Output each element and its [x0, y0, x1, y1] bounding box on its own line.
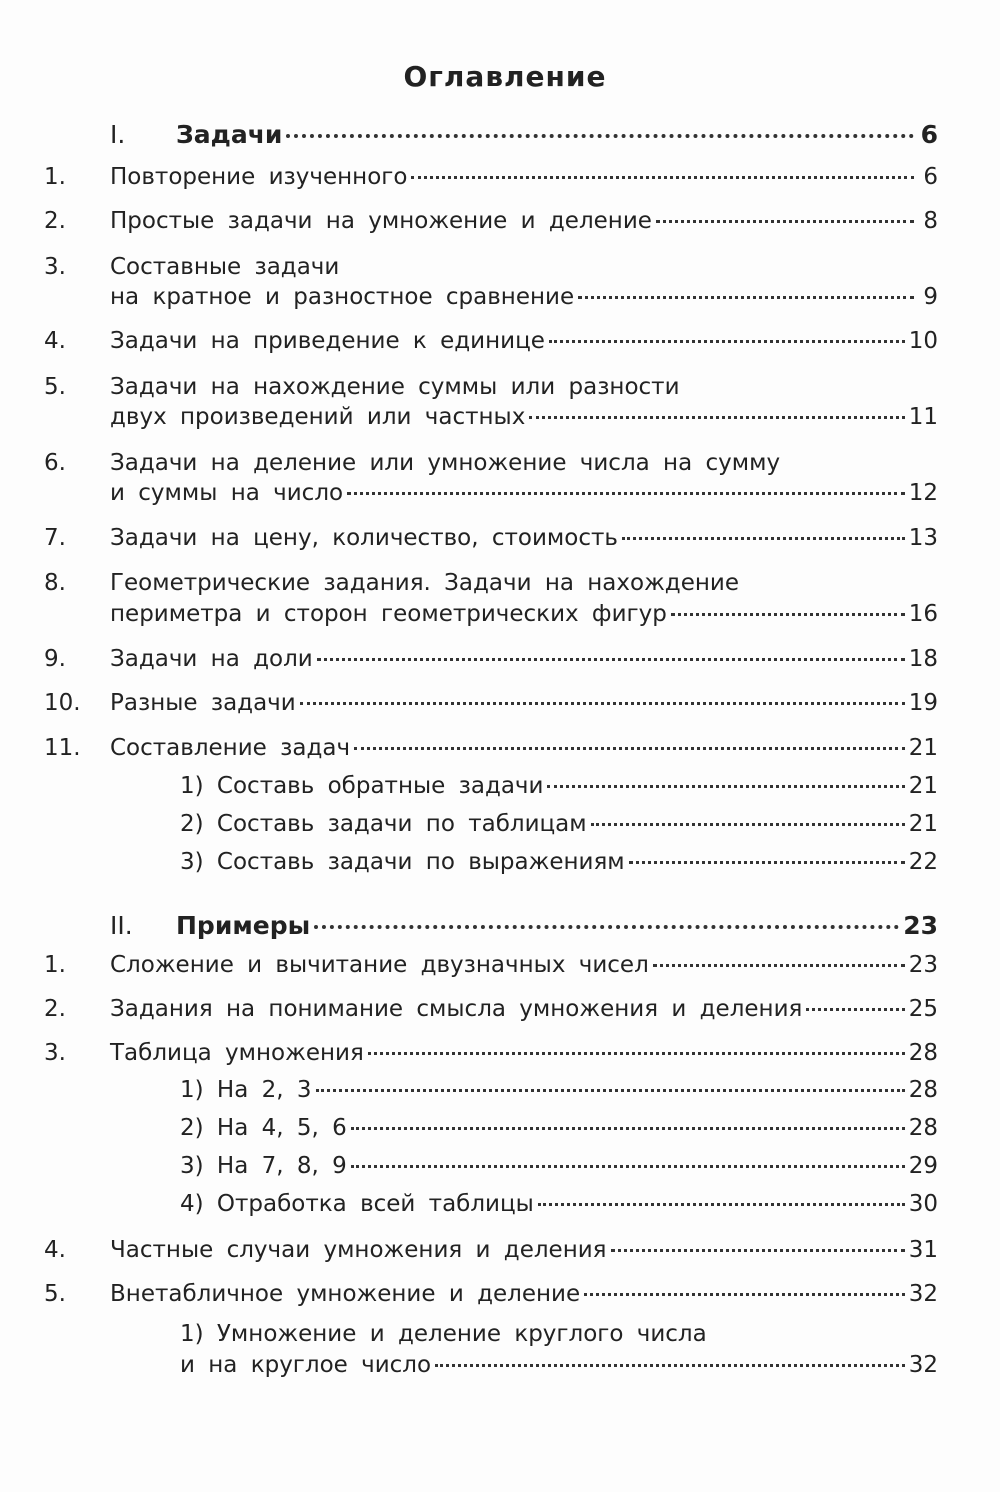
page-number: 21	[908, 773, 938, 799]
page-number: 18	[908, 646, 938, 672]
entry-number: 7.	[44, 525, 66, 551]
dot-leader	[538, 1203, 905, 1206]
toc-entry	[0, 1233, 1000, 1267]
dot-leader	[435, 1364, 905, 1367]
entry-title: Задания на понимание смысла умножения и деления	[110, 996, 803, 1022]
dot-leader	[653, 964, 905, 967]
dot-leader	[354, 747, 905, 750]
page-number: 13	[908, 525, 938, 551]
entry-number: 10.	[44, 690, 81, 716]
entry-title: Сложение и вычитание двузначных чисел	[110, 952, 649, 978]
page-number: 22	[908, 849, 938, 875]
entry-title: двух произведений или частных	[110, 404, 526, 430]
dot-leader	[611, 1249, 905, 1252]
entry-title: Задачи на цену, количество, стоимость	[110, 525, 618, 551]
subentry-title: 3) Составь задачи по выражениям	[180, 849, 625, 875]
page-number: 25	[908, 996, 938, 1022]
entry-number: 3.	[44, 1040, 66, 1066]
page-number: 23	[908, 952, 938, 978]
dot-leader	[806, 1008, 904, 1011]
section-number: II.	[110, 911, 133, 940]
entry-title: Таблица умножения	[110, 1040, 364, 1066]
dot-leader	[317, 658, 905, 661]
entry-number: 5.	[44, 374, 66, 400]
dot-leader	[411, 176, 914, 179]
page-number: 23	[903, 911, 938, 940]
subentry-title-line1: 1) Умножение и деление круглого числа	[180, 1321, 707, 1347]
page-number: 21	[908, 811, 938, 837]
toc-entry-continued	[0, 400, 1000, 434]
toc-entry	[0, 370, 1000, 404]
subentry-title: 3) На 7, 8, 9	[180, 1153, 347, 1179]
page-number: 19	[908, 690, 938, 716]
dot-leader	[368, 1052, 905, 1055]
entry-title-line1: Геометрические задания. Задачи на нахождение	[110, 570, 739, 596]
toc-subentry	[0, 807, 1000, 841]
dot-leader	[300, 702, 905, 705]
entry-title: и суммы на число	[110, 480, 344, 506]
entry-title: Простые задачи на умножение и деление	[110, 208, 652, 234]
dot-leader	[351, 1165, 905, 1168]
subentry-title: 1) Составь обратные задачи	[180, 773, 544, 799]
entry-title: Составление задач	[110, 735, 351, 761]
page-number: 12	[908, 480, 938, 506]
page-number: 11	[908, 404, 938, 430]
dot-leader	[316, 1089, 905, 1092]
entry-number: 2.	[44, 996, 66, 1022]
dot-leader	[286, 134, 914, 138]
dot-leader	[547, 785, 904, 788]
entry-number: 2.	[44, 208, 66, 234]
toc-entry	[0, 992, 1000, 1026]
toc-entry	[0, 642, 1000, 676]
entry-title-line1: Составные задачи	[110, 254, 340, 280]
toc-entry	[0, 948, 1000, 982]
dot-leader	[578, 296, 914, 299]
toc-subentry	[0, 1111, 1000, 1145]
toc-entry	[0, 250, 1000, 284]
toc-entry	[0, 731, 1000, 765]
section-heading-1	[0, 118, 1000, 152]
dot-leader	[351, 1127, 905, 1130]
section-title: Примеры	[176, 911, 311, 940]
entry-number: 6.	[44, 450, 66, 476]
subentry-title: 1) На 2, 3	[180, 1077, 312, 1103]
dot-leader	[622, 537, 905, 540]
subentry-title: 4) Отработка всей таблицы	[180, 1191, 534, 1217]
section-number: I.	[110, 120, 126, 149]
page-number: 21	[908, 735, 938, 761]
page-number: 29	[908, 1153, 938, 1179]
page-number: 10	[908, 328, 938, 354]
page-number: 28	[908, 1040, 938, 1066]
page-number: 30	[908, 1191, 938, 1217]
section-title: Задачи	[176, 120, 283, 149]
entry-title: на кратное и разностное сравнение	[110, 284, 575, 310]
page-number: 28	[908, 1077, 938, 1103]
entry-number: 4.	[44, 328, 66, 354]
dot-leader	[629, 861, 905, 864]
page-number: 6	[923, 164, 938, 190]
dot-leader	[314, 925, 899, 929]
page-number: 28	[908, 1115, 938, 1141]
entry-number: 5.	[44, 1281, 66, 1307]
entry-title: Частные случаи умножения и деления	[110, 1237, 607, 1263]
dot-leader	[656, 220, 914, 223]
entry-number: 4.	[44, 1237, 66, 1263]
subentry-title: 2) Составь задачи по таблицам	[180, 811, 587, 837]
toc-subentry	[0, 769, 1000, 803]
page-number: 8	[923, 208, 938, 234]
entry-number: 3.	[44, 254, 66, 280]
page-number: 9	[923, 284, 938, 310]
toc-entry	[0, 521, 1000, 555]
entry-title-line1: Задачи на деление или умножение числа на сумму	[110, 450, 781, 476]
dot-leader	[671, 613, 905, 616]
page-number: 32	[908, 1281, 938, 1307]
entry-number: 1.	[44, 164, 66, 190]
page-title: Оглавление	[403, 60, 607, 93]
toc-subentry	[0, 845, 1000, 879]
toc-entry	[0, 160, 1000, 194]
toc-subentry	[0, 1187, 1000, 1221]
entry-title: периметра и сторон геометрических фигур	[110, 601, 667, 627]
subentry-title: и на круглое число	[180, 1352, 432, 1378]
dot-leader	[529, 416, 904, 419]
entry-title: Задачи на доли	[110, 646, 313, 672]
toc-entry	[0, 1277, 1000, 1311]
page-number: 6	[920, 120, 938, 149]
entry-title: Задачи на приведение к единице	[110, 328, 545, 354]
dot-leader	[347, 492, 905, 495]
dot-leader	[584, 1293, 905, 1296]
toc-entry	[0, 324, 1000, 358]
entry-number: 11.	[44, 735, 81, 761]
dot-leader	[549, 340, 905, 343]
toc-subentry	[0, 1149, 1000, 1183]
page-number: 31	[908, 1237, 938, 1263]
toc-entry	[0, 446, 1000, 480]
toc-entry	[0, 204, 1000, 238]
entry-title-line1: Задачи на нахождение суммы или разности	[110, 374, 680, 400]
entry-title: Разные задачи	[110, 690, 296, 716]
toc-entry	[0, 566, 1000, 600]
toc-entry	[0, 686, 1000, 720]
toc-entry-continued	[0, 280, 1000, 314]
subentry-title: 2) На 4, 5, 6	[180, 1115, 347, 1141]
section-heading-2	[0, 909, 1000, 943]
page-number: 16	[908, 601, 938, 627]
entry-number: 1.	[44, 952, 66, 978]
page-number: 32	[908, 1352, 938, 1378]
toc-entry-continued	[0, 597, 1000, 631]
toc-subentry	[0, 1317, 1000, 1351]
toc-subentry-continued	[0, 1348, 1000, 1382]
entry-title: Повторение изученного	[110, 164, 408, 190]
entry-title: Внетабличное умножение и деление	[110, 1281, 581, 1307]
toc-entry-continued	[0, 476, 1000, 510]
entry-number: 8.	[44, 570, 66, 596]
entry-number: 9.	[44, 646, 66, 672]
toc-entry	[0, 1036, 1000, 1070]
toc-subentry	[0, 1073, 1000, 1107]
dot-leader	[591, 823, 905, 826]
